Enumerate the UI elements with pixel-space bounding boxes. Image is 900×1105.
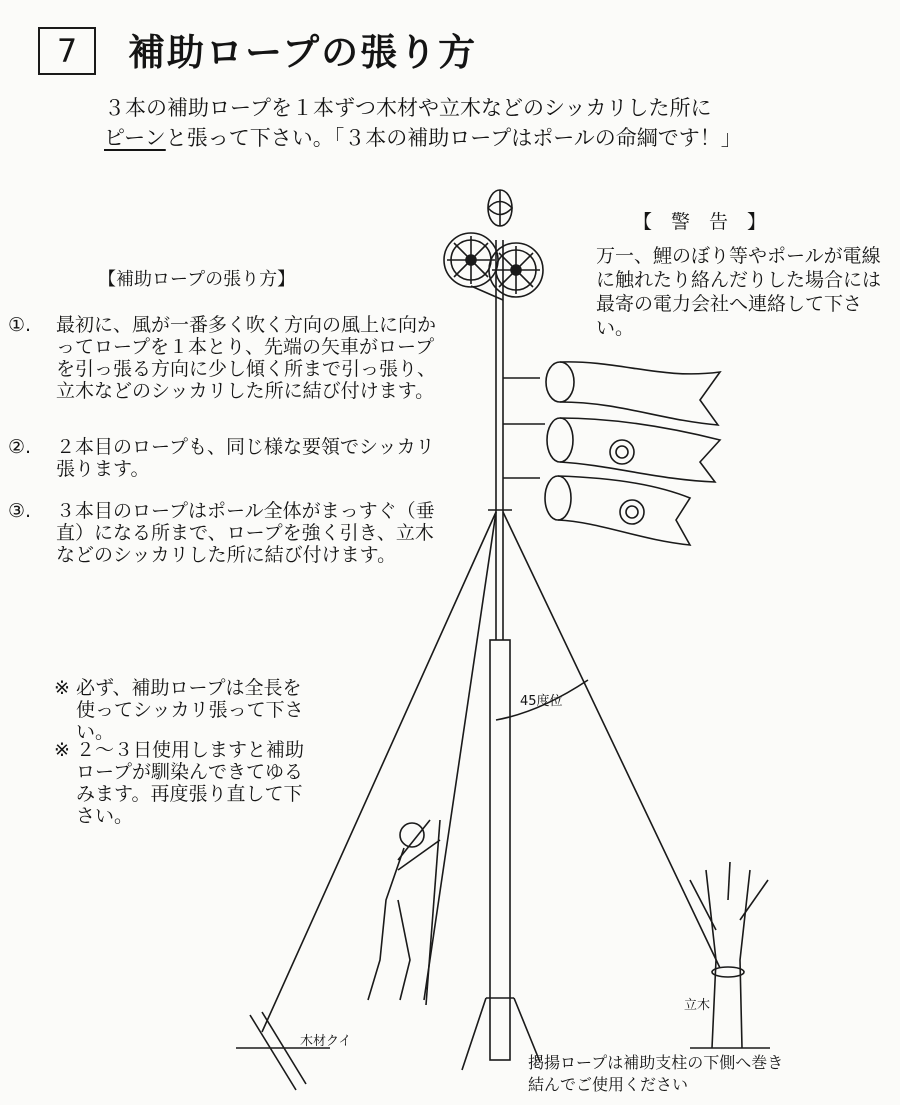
note-text: 必ず、補助ロープは全長を使ってシッカリ張って下さい。: [76, 677, 304, 743]
streamer-top: [503, 362, 720, 425]
warning-text: 万一、鯉のぼり等やポールが電線に触れたり絡んだりした場合には最寄の電力会社へ連絡して下さい。: [596, 245, 882, 339]
stake-label: 木材クイ: [300, 1034, 352, 1049]
pole: [486, 240, 514, 1060]
stake-icon: [236, 1012, 330, 1090]
finial-ball-icon: [488, 190, 512, 226]
intro-line-1: ３本の補助ロープを１本ずつ木材や立木などのシッカリした所に: [104, 96, 712, 120]
pinwheel-right-icon: [489, 243, 543, 297]
page-title: 補助ロープの張り方: [128, 31, 478, 74]
note-mark: ※: [54, 677, 70, 699]
step-number: ③.: [8, 500, 32, 522]
step-text: ３本目のロープはポール全体がまっすぐ（垂直）になる所まで、ロープを強く引き、立木などのシッカリした所に結び付けます。: [56, 500, 435, 566]
person-figure: [368, 820, 440, 1005]
bottom-note: 掲揚ロープは補助支柱の下側へ巻き結んでご使用ください: [528, 1053, 784, 1094]
section-heading: 【補助ロープの張り方】: [98, 269, 296, 290]
note-text: ２～３日使用しますと補助ロープが馴染んできてゆるみます。再度張り直して下さい。: [76, 739, 305, 827]
step-number: ①.: [8, 314, 32, 336]
intro-emphasis: ピーン: [104, 126, 166, 150]
carp-middle: [503, 418, 720, 482]
step-number: ②.: [8, 436, 32, 458]
tree-label: 立木: [684, 998, 711, 1013]
note-mark: ※: [54, 739, 70, 761]
tree-icon: [690, 862, 770, 1048]
warning-heading: 【 警 告 】: [633, 211, 767, 233]
carp-bottom: [503, 476, 690, 545]
step-text: 最初に、風が一番多く吹く方向の風上に向かってロープを１本とり、先端の矢車がロープを引っ張る方向に少し傾く所まで引っ張り、立木などのシッカリした所に結び付けます。: [56, 314, 437, 402]
section-number-box: 7: [38, 27, 96, 75]
intro-line-2-text: と張って下さい。「３本の補助ロープはポールの命綱です！」: [165, 126, 742, 150]
step-text: ２本目のロープも、同じ様な要領でシッカリ張ります。: [56, 436, 435, 480]
angle-label: 45度位: [520, 694, 563, 709]
